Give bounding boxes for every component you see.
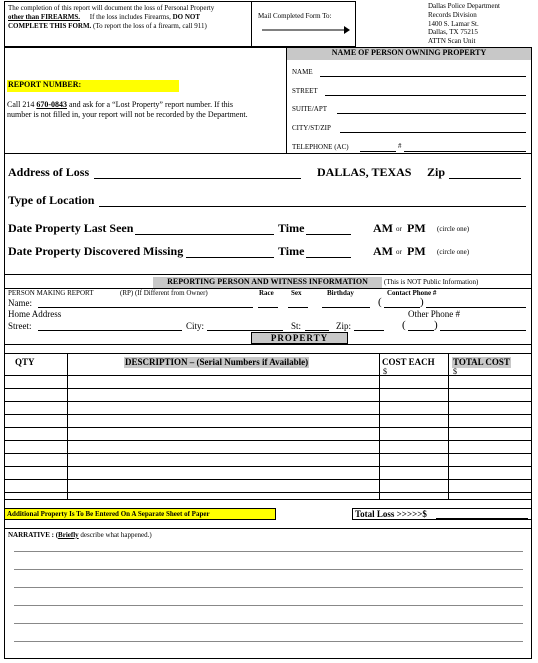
- address-of-loss-field[interactable]: [94, 178, 301, 179]
- owner-section: [286, 47, 532, 153]
- am-option[interactable]: AM: [373, 244, 393, 258]
- owner-area-code-field[interactable]: [360, 151, 396, 152]
- owner-name-label: NAME: [292, 68, 313, 76]
- intro-do-not: DO NOT: [172, 13, 201, 21]
- owner-name-field[interactable]: [320, 76, 526, 77]
- total-loss-field[interactable]: [436, 518, 528, 519]
- reporting-header: [153, 277, 382, 288]
- narrative-line: [14, 569, 523, 570]
- mailing-address: [428, 2, 500, 46]
- report-instructions-line-1: [7, 100, 285, 110]
- rp-name-field[interactable]: [38, 307, 253, 308]
- date-discovered-field[interactable]: [186, 257, 274, 258]
- date-discovered-label: Date Property Discovered Missing: [8, 244, 184, 258]
- address-line: 1400 S. Lamar St.: [428, 19, 479, 28]
- birthday-label: Birthday: [327, 289, 354, 297]
- report-instructions: [7, 100, 285, 120]
- address-line: Dallas Police Department: [428, 2, 500, 10]
- mail-box: [251, 1, 356, 47]
- row-divider: [5, 427, 531, 428]
- or-text: or: [396, 225, 402, 233]
- row-divider: [5, 388, 531, 389]
- zip-field[interactable]: [449, 178, 521, 179]
- property-header: [251, 332, 348, 344]
- row-divider: [5, 453, 531, 454]
- owner-street-field[interactable]: [325, 95, 526, 96]
- rp-city-field[interactable]: [207, 330, 283, 331]
- type-of-location-label: Type of Location: [8, 193, 95, 207]
- paren-open: (: [378, 296, 382, 308]
- pm-option[interactable]: PM: [407, 221, 426, 235]
- qty-header: QTY: [15, 357, 35, 367]
- rp-note: (RP) (If Different from Owner): [120, 289, 208, 297]
- additional-property-text: Additional Property Is To Be Entered On A Separate Sheet of Paper: [7, 510, 210, 518]
- loss-city: DALLAS, TEXAS: [317, 165, 412, 179]
- contact-phone-label: Contact Phone #: [387, 289, 437, 297]
- rp-sex-field[interactable]: [288, 307, 308, 308]
- intro-line-1: The completion of this report will document the loss of Personal Property: [8, 4, 215, 12]
- call-prefix: Call 214: [7, 100, 35, 109]
- intro-firearms-note: If the loss includes Firearms,: [89, 13, 171, 21]
- rp-birthday-field[interactable]: [322, 307, 370, 308]
- intro-complete-form: COMPLETE THIS FORM.: [8, 22, 92, 30]
- paren-open: (: [402, 319, 406, 331]
- rp-race-field[interactable]: [258, 307, 278, 308]
- row-divider: [5, 414, 531, 415]
- time-label: Time: [278, 244, 305, 258]
- owner-phone-field[interactable]: [404, 151, 526, 152]
- owner-header-text: NAME OF PERSON OWNING PROPERTY: [331, 48, 487, 57]
- intro-text: [8, 4, 253, 31]
- rp-other-phone-field[interactable]: [440, 330, 526, 331]
- row-divider: [5, 466, 531, 467]
- rp-other-area-field[interactable]: [408, 330, 434, 331]
- home-address-label: Home Address: [8, 309, 62, 319]
- rp-zip-field[interactable]: [354, 330, 384, 331]
- owner-street-label: STREET: [292, 87, 318, 95]
- description-header-text: DESCRIPTION – (Serial Numbers if Available): [125, 357, 309, 367]
- pm-option[interactable]: PM: [407, 244, 426, 258]
- intro-line-3: [8, 22, 253, 31]
- narrative-box[interactable]: [4, 528, 532, 659]
- date-last-seen-field[interactable]: [135, 234, 274, 235]
- narrative-line: [14, 623, 523, 624]
- row-divider: [5, 492, 531, 493]
- intro-firearm-911: (To report the loss of a firearm, call 911): [93, 22, 207, 30]
- intro-box: [4, 1, 251, 47]
- divider: [4, 153, 532, 154]
- row-divider: [5, 401, 531, 402]
- rp-name-label: Name:: [8, 298, 32, 308]
- property-header-text: PROPERTY: [270, 333, 329, 343]
- call-number: 670-0843: [36, 100, 68, 109]
- owner-suite-field[interactable]: [337, 113, 526, 114]
- paren-close: ): [434, 319, 438, 331]
- sex-label: Sex: [291, 289, 302, 297]
- rp-street-field[interactable]: [38, 330, 182, 331]
- reporting-header-text: REPORTING PERSON AND WITNESS INFORMATION: [167, 277, 368, 286]
- type-of-location-field[interactable]: [99, 206, 526, 207]
- narrative-line: [14, 605, 523, 606]
- paren-close: ): [420, 296, 424, 308]
- total-cost-dollar: $: [453, 367, 457, 376]
- narrative-label-a: NARRATIVE : (: [8, 531, 59, 539]
- rp-st-field[interactable]: [305, 330, 329, 331]
- owner-city-label: CITY/ST/ZIP: [292, 124, 331, 132]
- other-phone-label: Other Phone #: [408, 309, 460, 319]
- address-line: Records Division: [428, 10, 477, 19]
- time-label: Time: [278, 221, 305, 235]
- address-of-loss-label: Address of Loss: [8, 165, 90, 179]
- owner-hash: #: [398, 142, 402, 150]
- time-last-seen-field[interactable]: [306, 234, 351, 235]
- owner-suite-label: SUITE/APT: [292, 105, 327, 113]
- narrative-label-briefly: Briefly: [58, 531, 79, 539]
- rp-street-label: Street:: [8, 321, 32, 331]
- total-loss-label: Total Loss >>>>>$: [355, 509, 427, 519]
- intro-line-2: [8, 13, 253, 22]
- narrative-line: [14, 641, 523, 642]
- race-label: Race: [259, 289, 274, 297]
- description-header: [124, 357, 309, 368]
- intro-other-than-firearms: other than FIREARMS.: [8, 13, 81, 21]
- rp-city-label: City:: [186, 321, 205, 331]
- circle-one-note: (circle one): [437, 225, 470, 233]
- person-making-report-label: PERSON MAKING REPORT: [8, 289, 94, 297]
- time-discovered-field[interactable]: [306, 257, 351, 258]
- row-divider: [5, 479, 531, 480]
- row-divider: [5, 440, 531, 441]
- am-option[interactable]: AM: [373, 221, 393, 235]
- report-number-label: [7, 80, 179, 92]
- narrative-line: [14, 551, 523, 552]
- zip-label: Zip: [427, 165, 446, 179]
- or-text: or: [396, 248, 402, 256]
- date-last-seen-label: Date Property Last Seen: [8, 221, 134, 235]
- divider: [4, 274, 532, 275]
- rp-contact-area-field[interactable]: [384, 307, 420, 308]
- divider: [4, 344, 532, 345]
- rp-st-label: St:: [291, 321, 302, 331]
- mail-label: Mail Completed Form To:: [258, 12, 332, 20]
- arrow-right-icon: [262, 24, 350, 36]
- owner-city-field[interactable]: [340, 132, 526, 133]
- owner-header: [287, 48, 531, 60]
- address-line: Dallas, TX 75215: [428, 28, 478, 37]
- address-line: ATTN Scan Unit: [428, 37, 476, 46]
- rp-contact-phone-field[interactable]: [426, 307, 526, 308]
- report-instructions-line-2: number is not filled in, your report will not be recorded by the Department.: [7, 110, 248, 119]
- circle-one-note: (circle one): [437, 248, 470, 256]
- cost-each-dollar: $: [383, 367, 387, 376]
- narrative-label: [8, 531, 152, 540]
- rp-zip-label: Zip:: [336, 321, 351, 331]
- additional-property-note: [4, 508, 276, 520]
- reporting-note: (This is NOT Public Information): [384, 278, 479, 286]
- total-cost-header-text: TOTAL COST: [453, 357, 510, 367]
- call-suffix: and ask for a “Lost Property” report number. If this: [69, 100, 233, 109]
- report-number-text: REPORT NUMBER:: [8, 80, 82, 89]
- cost-each-header: COST EACH: [382, 357, 435, 367]
- total-cost-header: [452, 357, 511, 368]
- narrative-line: [14, 587, 523, 588]
- owner-telephone-label: TELEPHONE (AC): [292, 143, 349, 151]
- narrative-label-c: describe what happened.): [78, 531, 152, 539]
